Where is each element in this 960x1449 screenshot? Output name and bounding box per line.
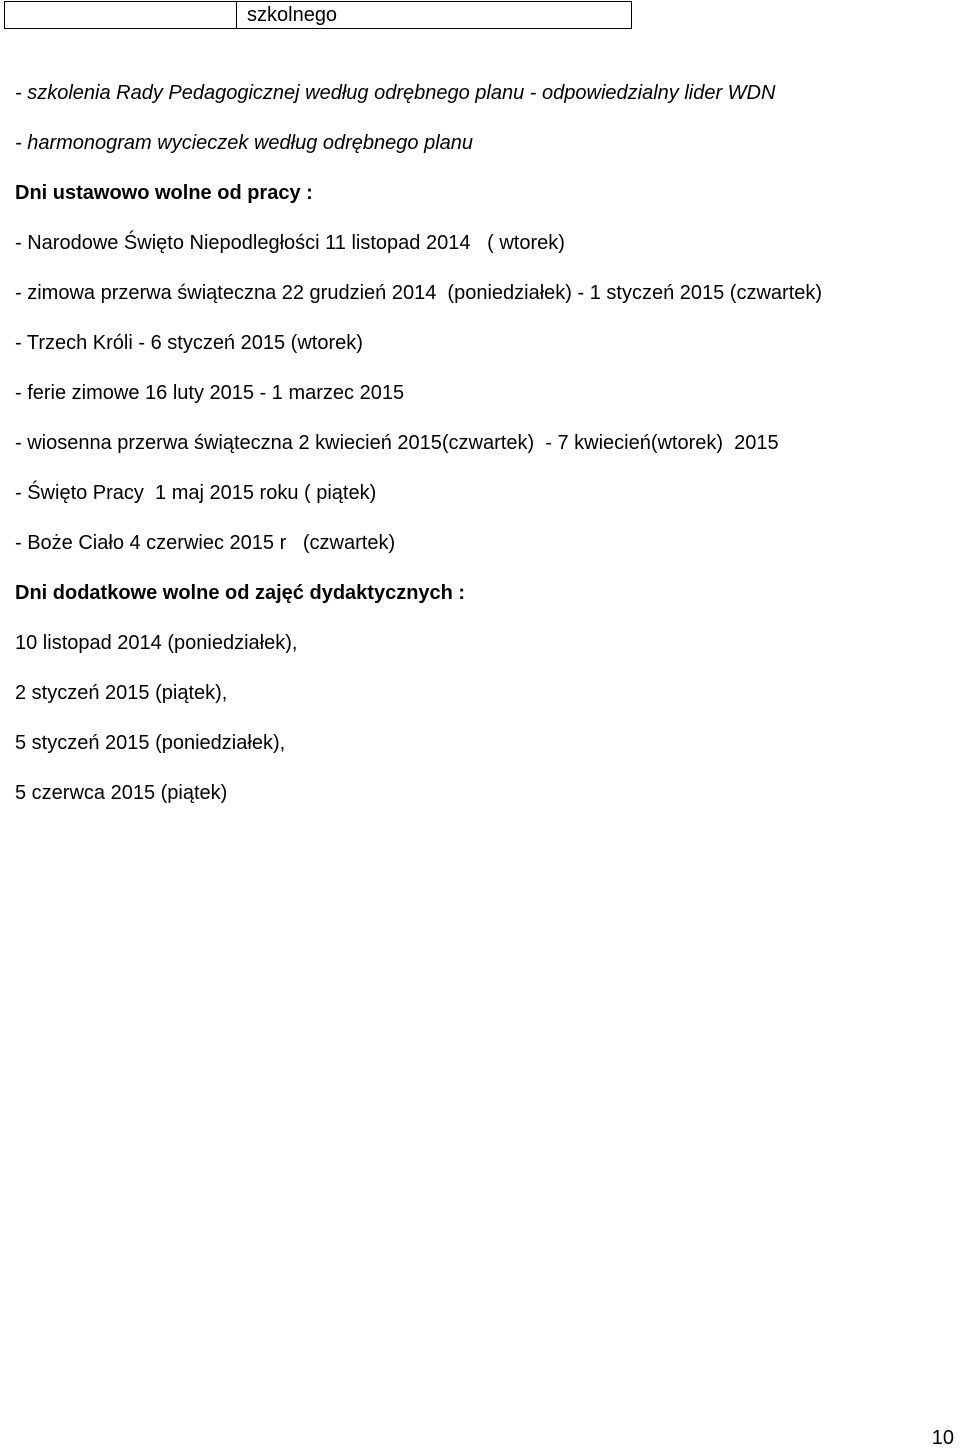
- line-corpus-christi: - Boże Ciało 4 czerwiec 2015 r (czwartek): [15, 532, 396, 554]
- line-spring-holiday-break: - wiosenna przerwa świąteczna 2 kwiecień 2015(czwartek) - 7 kwiecień(wtorek) 2015: [15, 432, 779, 454]
- line-additional-day-4: 5 czerwca 2015 (piątek): [15, 782, 228, 804]
- table-cell-empty: [5, 2, 237, 28]
- line-additional-day-3: 5 styczeń 2015 (poniedziałek),: [15, 732, 286, 754]
- page-number: 10: [931, 1427, 954, 1449]
- heading-additional-days-off: Dni dodatkowe wolne od zajęć dydaktycznych :: [15, 582, 466, 604]
- table-cell-text: szkolnego: [247, 4, 338, 26]
- table-fragment: [4, 1, 632, 29]
- line-winter-vacation: - ferie zimowe 16 luty 2015 - 1 marzec 2015: [15, 382, 405, 404]
- line-labour-day: - Święto Pracy 1 maj 2015 roku ( piątek): [15, 482, 377, 504]
- line-winter-holiday-break: - zimowa przerwa świąteczna 22 grudzień 2014 (poniedziałek) - 1 styczeń 2015 (czwartek): [15, 282, 823, 304]
- line-trips-schedule: - harmonogram wycieczek według odrębnego planu: [15, 132, 474, 154]
- line-independence-day: - Narodowe Święto Niepodległości 11 listopad 2014 ( wtorek): [15, 232, 565, 254]
- heading-statutory-days-off: Dni ustawowo wolne od pracy :: [15, 182, 313, 204]
- line-epiphany: - Trzech Króli - 6 styczeń 2015 (wtorek): [15, 332, 363, 354]
- line-additional-day-1: 10 listopad 2014 (poniedziałek),: [15, 632, 298, 654]
- line-additional-day-2: 2 styczeń 2015 (piątek),: [15, 682, 228, 704]
- line-training-council: - szkolenia Rady Pedagogicznej według odrębnego planu - odpowiedzialny lider WDN: [15, 82, 776, 104]
